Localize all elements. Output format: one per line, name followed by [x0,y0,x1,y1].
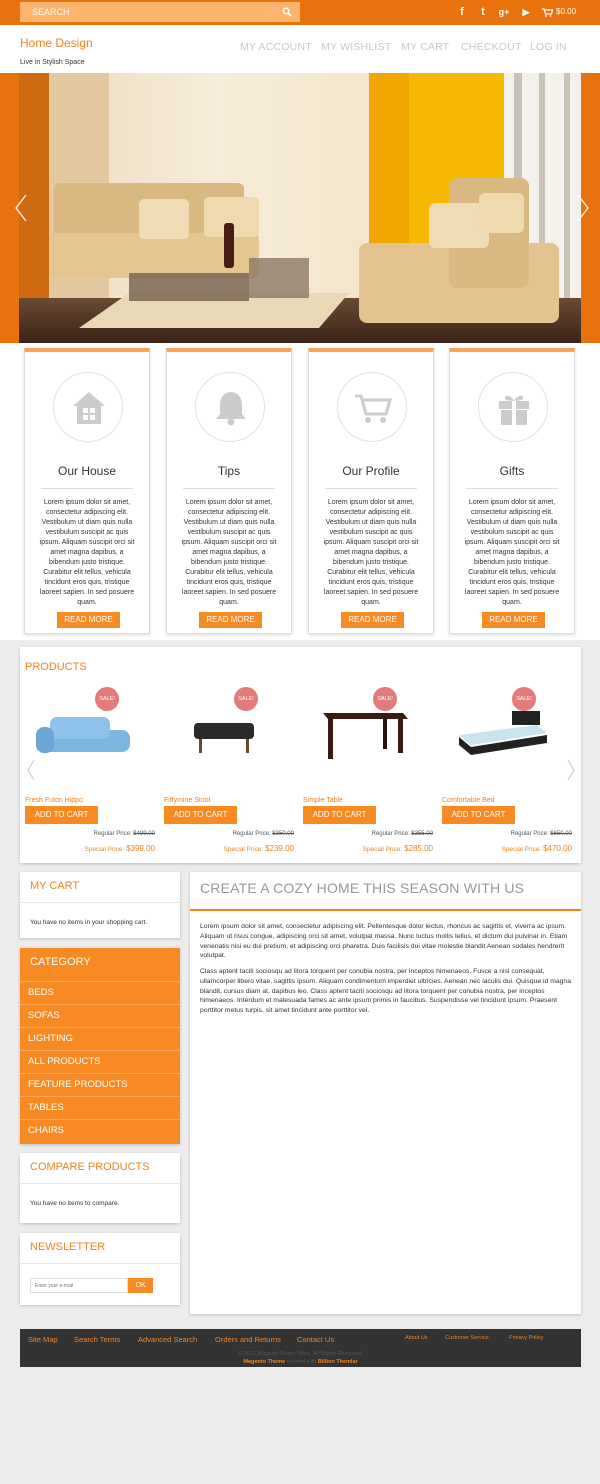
product-name[interactable]: Fresh Futon Hippo [25,797,83,804]
product-image[interactable] [30,705,140,765]
my-cart-title: MY CART [30,880,80,892]
nav-checkout[interactable]: CHECKOUT [461,41,522,53]
read-more-button[interactable]: READ MORE [57,612,120,628]
footer-link-privacy-policy[interactable]: Privacy Policy [509,1335,544,1341]
special-price [502,844,572,853]
category-title: CATEGORY [30,956,91,968]
product-image[interactable] [169,705,279,765]
product-image[interactable] [447,705,557,765]
divider [20,902,180,903]
divider [20,1263,180,1264]
footer-link-orders-returns[interactable]: Orders and Returns [215,1335,281,1344]
footer-link-advanced-search[interactable]: Advanced Search [138,1335,198,1344]
read-more-button[interactable]: READ MORE [482,612,545,628]
compare-products-box [20,1153,180,1223]
regular-price-label: Regular Price: [93,831,132,837]
product-name[interactable]: Fiffymine Stool [164,797,211,804]
category-item-sofas[interactable]: SOFAS [20,1004,180,1027]
divider [466,488,558,489]
category-item-feature-products[interactable]: FEATURE PRODUCTS [20,1073,180,1096]
regular-price [511,831,572,837]
regular-price-value: $499.00 [133,831,155,837]
search-box [20,2,300,22]
special-price-value: $239.00 [265,844,294,853]
regular-price [372,831,433,837]
cart-total: $0.00 [556,7,577,16]
sale-badge: SALE! [95,687,119,711]
feature-title: Our Profile [342,464,400,478]
regular-price [233,831,294,837]
content-paragraph-1: Lorem ipsum dolor sit amet, consectetur adipiscing elit. Pellentesque dolor lectus, rhoncus ac sagittis et, viverra ac ipsum. Aliquam ut risus congue, adipiscing orci sit amet, volutpat massa. Nunc luctus mollis tellus, et dictum dui pulvinar in. Etiam venenatis nisi eu dui pretium, et adipiscing orci pharetra. Duis facilisis dui vitae molestie blandit Aenean sodales hendrerit volutpat. [200,923,568,960]
products-title: PRODUCTS [25,661,87,673]
regular-price-value: $355.00 [411,831,433,837]
feature-card-gifts [449,348,575,634]
house-icon [53,372,123,442]
credit-mid: created with [285,1359,318,1365]
read-more-button[interactable]: READ MORE [341,612,404,628]
divider [325,488,417,489]
newsletter-submit-button[interactable]: OK [128,1278,153,1293]
product-name[interactable]: Comfortable Bed [442,797,495,804]
feature-text: Lorem ipsum dolor sit amet, consectetur adipiscing elit. Vestibulum ut diam quis nulla vestibulum suscipit ac quis ipsum. Aliquam suscipit orci sit amet magna dapibus, a bibendum justo tristique. Curabitur elit tellus, vehicula tincidunt eros quis, tristique laoreet sapien. In sed posuere quam. [464,499,560,606]
feature-title: Gifts [499,464,525,478]
youtube-icon[interactable]: ▶ [522,7,530,17]
regular-price-label: Regular Price: [232,831,271,837]
product-card [303,687,433,857]
tumblr-icon[interactable]: t [481,6,485,18]
divider [190,909,581,911]
regular-price [94,831,155,837]
shopping-cart-icon [542,8,553,17]
my-cart-box [20,872,180,938]
feature-card-tips [166,348,292,634]
facebook-icon[interactable]: f [460,6,464,18]
nav-my-wishlist[interactable]: MY WISHLIST [321,41,392,53]
special-price-label: Special Price: [223,846,264,853]
product-card [442,687,572,857]
content-title: CREATE A COZY HOME THIS SEASON WITH US [200,880,525,896]
slider-next-arrow-icon[interactable] [576,193,590,223]
site-header [0,25,600,73]
footer-link-site-map[interactable]: Site Map [28,1335,58,1344]
credit-author-link[interactable]: Billion Themlar [317,1359,358,1365]
nav-my-cart[interactable]: MY CART [401,41,450,53]
add-to-cart-button[interactable]: ADD TO CART [442,806,515,824]
footer-link-about-us[interactable]: About Us [405,1335,428,1341]
nav-log-in[interactable]: LOG IN [530,41,567,53]
add-to-cart-button[interactable]: ADD TO CART [164,806,237,824]
gift-icon [478,372,548,442]
product-image[interactable] [308,705,418,765]
special-price-value: $470.00 [543,844,572,853]
feature-text: Lorem ipsum dolor sit amet, consectetur adipiscing elit. Vestibulum ut diam quis nulla vestibulum suscipit ac quis ipsum. Aliquam suscipit orci sit amet magna dapibus, a bibendum justo tristique. Curabitur elit tellus, vehicula tincidunt eros quis, tristique laoreet sapien. In sed posuere quam. [181,499,277,606]
feature-title: Tips [217,464,241,478]
products-section [20,647,581,863]
compare-title: COMPARE PRODUCTS [30,1161,150,1173]
feature-text: Lorem ipsum dolor sit amet, consectetur adipiscing elit. Vestibulum ut diam quis nulla vestibulum suscipit ac quis ipsum. Aliquam suscipit orci sit amet magna dapibus, a bibendum justo tristique. Curabitur elit tellus, vehicula tincidunt eros quis, tristique laoreet sapien. In sed posuere quam. [323,499,419,606]
header-cart[interactable] [542,5,576,19]
cart-icon [337,372,407,442]
special-price-value: $285.00 [404,844,433,853]
slider-prev-arrow-icon[interactable] [14,193,28,223]
add-to-cart-button[interactable]: ADD TO CART [303,806,376,824]
regular-price-value: $650.00 [550,831,572,837]
footer-link-contact-us[interactable]: Contact Us [297,1335,335,1344]
product-name[interactable]: Simple Table [303,797,343,804]
footer-link-search-terms[interactable]: Search Terms [74,1335,121,1344]
divider [183,488,275,489]
search-input[interactable] [20,2,280,22]
special-price [363,844,433,853]
search-icon[interactable] [282,7,292,17]
special-price-label: Special Price: [501,846,542,853]
copyright: © 2012 Magento Demo Store. All Rights Reserved. [238,1351,363,1357]
newsletter-box [20,1233,180,1305]
credit-theme-link[interactable]: Magento Theme [243,1359,286,1365]
product-card [25,687,155,857]
hero-slider [0,73,600,343]
feature-card-our-profile [308,348,434,634]
sale-badge: SALE! [234,687,258,711]
bell-icon [195,372,265,442]
special-price-value: $399.00 [126,844,155,853]
regular-price-label: Regular Price: [510,831,549,837]
category-item-chairs[interactable]: CHAIRS [20,1119,180,1142]
sale-badge: SALE! [512,687,536,711]
category-item-beds[interactable]: BEDS [20,981,180,1004]
feature-title: Our House [57,464,117,478]
credit-line [20,1359,581,1365]
regular-price-label: Regular Price: [371,831,410,837]
top-bar [0,0,600,25]
my-cart-text: You have no items in your shopping cart. [30,919,148,926]
special-price-label: Special Price: [84,846,125,853]
footer-link-customer-service[interactable]: Customer Service [445,1335,489,1341]
feature-section [0,343,600,640]
product-card [164,687,294,857]
divider [20,1183,180,1184]
category-box [20,948,180,1144]
feature-card-our-house [24,348,150,634]
tagline: Live in Stylish Space [20,59,85,66]
nav-my-account[interactable]: MY ACCOUNT [240,41,312,53]
category-item-all-products[interactable]: ALL PRODUCTS [20,1050,180,1073]
main-content [190,872,581,1314]
content-paragraph-2: Class aptent taciti sociosqu ad litora torquent per conubia nostra, per inceptos himenaeos. Fusce a nisl consequat, ullamcorper libero vitae, sagittis ipsum. Aliquam condimentum imperdiet ultricies. Aenean nec iaculis dui. Quisque id magna blandit, cursus diam at, dapibus leo. Class aptent taciti sociosqu ad litora torquent per conubia nostra, per inceptos himenaeos. Interdum et malesuada fames ac ante ipsum primis in faucibus. Suspendisse vel tincidunt ipsum. Praesent porttitor metus turpis, sit amet tincidunt ante porttitor vel. [200,968,571,1015]
newsletter-email-input[interactable] [30,1278,128,1293]
read-more-button[interactable]: READ MORE [199,612,262,628]
category-item-lighting[interactable]: LIGHTING [20,1027,180,1050]
category-item-tables[interactable]: TABLES [20,1096,180,1119]
hero-image [19,73,581,343]
special-price [224,844,294,853]
sale-badge: SALE! [373,687,397,711]
logo[interactable]: Home Design [20,36,93,50]
add-to-cart-button[interactable]: ADD TO CART [25,806,98,824]
feature-text: Lorem ipsum dolor sit amet, consectetur adipiscing elit. Vestibulum ut diam quis nulla vestibulum suscipit ac quis ipsum. Aliquam suscipit orci sit amet magna dapibus, a bibendum justo tristique. Curabitur elit tellus, vehicula tincidunt eros quis, tristique laoreet sapien. In sed posuere quam. [39,499,135,606]
special-price [85,844,155,853]
special-price-label: Special Price: [362,846,403,853]
newsletter-title: NEWSLETTER [30,1241,106,1253]
regular-price-value: $350.00 [272,831,294,837]
compare-text: You have no items to compare. [30,1200,120,1207]
divider [41,488,133,489]
google-plus-icon[interactable]: g+ [498,7,510,17]
footer [20,1329,581,1367]
